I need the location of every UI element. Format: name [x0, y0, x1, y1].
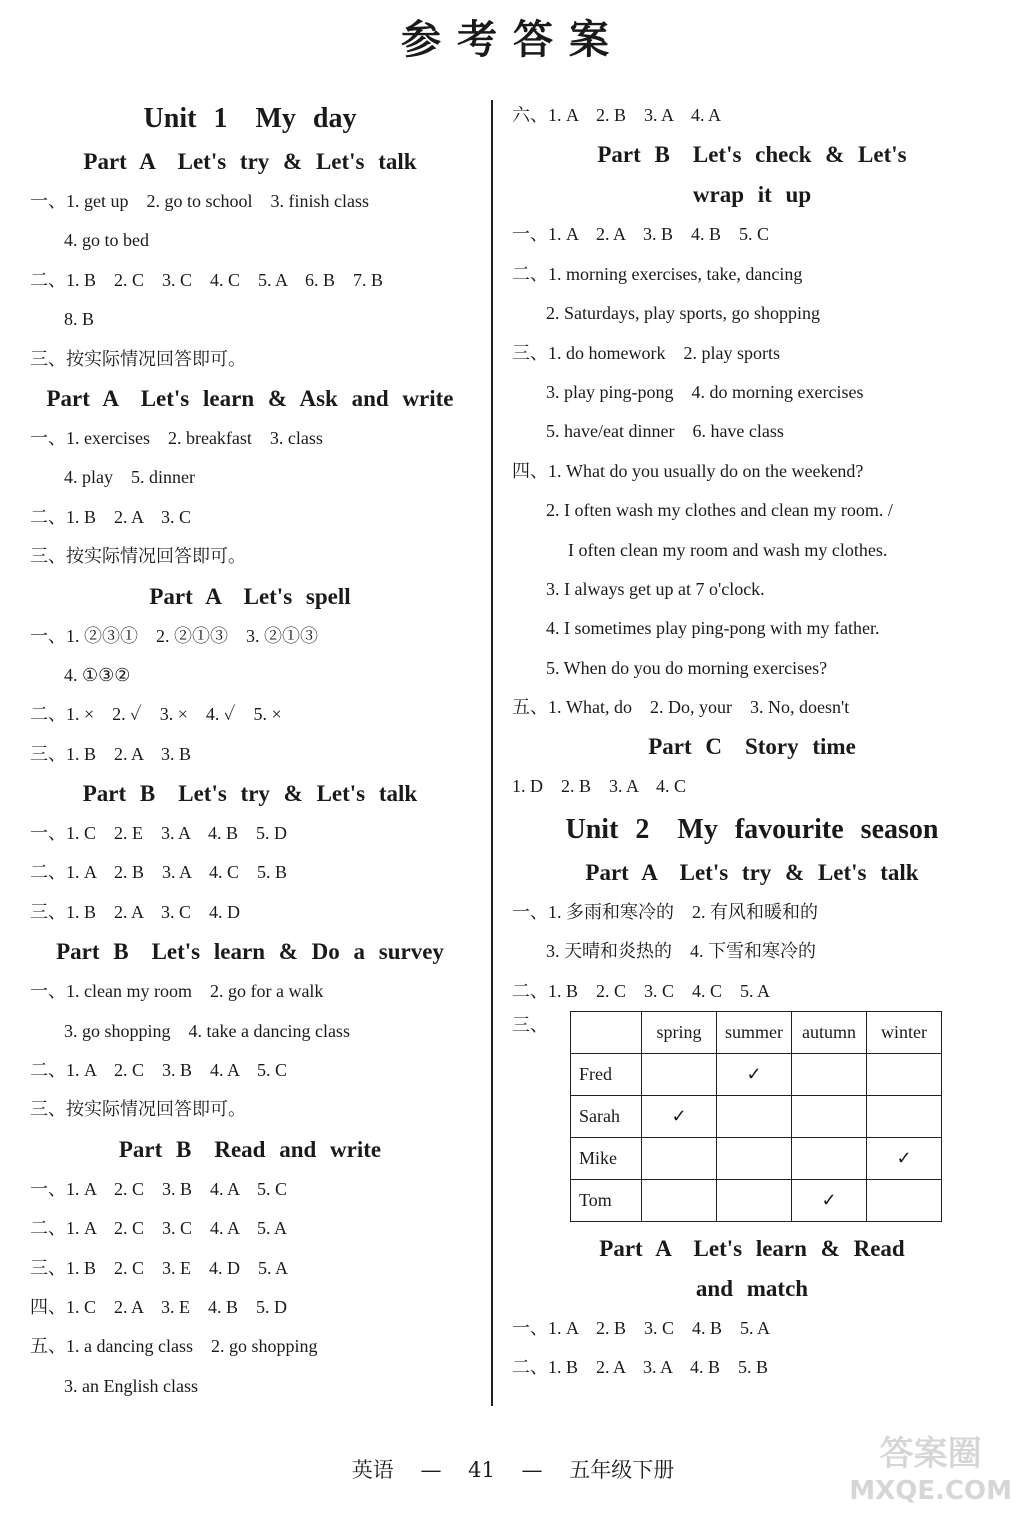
table-header-row: [571, 1012, 942, 1054]
answer-line: 二、1. B 2. A 3. A 4. B 5. B: [512, 1357, 769, 1378]
section-title: Part A Let's learn & Ask and write: [46, 385, 454, 411]
answer-line: 4. play 5. dinner: [64, 467, 195, 488]
answer-line: 三、按实际情况回答即可。: [30, 1099, 246, 1120]
unit2-title: Unit 2 My favourite season: [565, 813, 939, 845]
check-cell: ✓: [867, 1138, 942, 1180]
answer-line: 五、1. What, do 2. Do, your 3. No, doesn't: [512, 697, 850, 718]
table-label: 三、: [512, 1015, 548, 1037]
answer-line: 三、按实际情况回答即可。: [30, 348, 246, 369]
answer-line: 四、1. What do you usually do on the weekend?: [512, 460, 864, 481]
answer-line: 3. I always get up at 7 o'clock.: [546, 578, 765, 599]
footer-page-number: — 41 —: [420, 1458, 543, 1482]
answer-line: 3. play ping-pong 4. do morning exercises: [546, 381, 864, 402]
row-name: Fred: [571, 1054, 642, 1096]
header-corner: [571, 1012, 642, 1054]
answer-line: 一、1. ②③① 2. ②①③ 3. ②①③: [30, 625, 318, 646]
answer-line: 2. I often wash my clothes and clean my room. /: [546, 500, 893, 521]
table-row: [571, 1096, 942, 1138]
check-cell: ✓: [792, 1180, 867, 1222]
check-cell: [642, 1138, 717, 1180]
row-name: Tom: [571, 1180, 642, 1222]
watermark-logo: [849, 1432, 1012, 1506]
right-column: [512, 96, 992, 1388]
season-table: [570, 1011, 942, 1222]
header-cell: spring: [642, 1012, 717, 1054]
watermark-url: MXQE.COM: [849, 1476, 1012, 1506]
answer-line: 二、1. A 2. C 3. C 4. A 5. A: [30, 1218, 288, 1239]
table-row: [571, 1054, 942, 1096]
answer-line: 二、1. A 2. C 3. B 4. A 5. C: [30, 1060, 288, 1081]
answer-line: 一、1. A 2. A 3. B 4. B 5. C: [512, 224, 770, 245]
answer-line: 4. go to bed: [64, 230, 149, 251]
answer-line: 一、1. A 2. C 3. B 4. A 5. C: [30, 1178, 288, 1199]
section-title: Part A Let's learn & Read: [599, 1236, 905, 1262]
check-cell: ✓: [642, 1096, 717, 1138]
answer-line: 4. I sometimes play ping-pong with my father.: [546, 618, 880, 639]
section-title-cont: and match: [695, 1276, 809, 1302]
answer-line: 三、按实际情况回答即可。: [30, 546, 246, 567]
section-title-cont: wrap it up: [692, 182, 812, 208]
check-cell: [717, 1096, 792, 1138]
section-title: Part B Read and write: [118, 1136, 382, 1162]
answer-line: 二、1. A 2. B 3. A 4. C 5. B: [30, 862, 288, 883]
column-divider: [491, 100, 493, 1406]
unit1-title: Unit 1 My day: [143, 103, 357, 134]
header-cell: autumn: [792, 1012, 867, 1054]
answer-line: 3. go shopping 4. take a dancing class: [64, 1020, 350, 1041]
section-title: Part A Let's try & Let's talk: [585, 859, 919, 885]
answer-line: 二、1. B 2. C 3. C 4. C 5. A 6. B 7. B: [30, 269, 384, 290]
answer-line: I often clean my room and wash my clothes.: [568, 539, 888, 560]
answer-line: 一、1. A 2. B 3. C 4. B 5. A: [512, 1318, 771, 1339]
answer-line: 一、1. C 2. E 3. A 4. B 5. D: [30, 823, 288, 844]
check-cell: [867, 1180, 942, 1222]
footer-grade: 五年级下册: [569, 1458, 675, 1482]
watermark-text: 答案圈: [879, 1434, 982, 1474]
check-cell: [642, 1054, 717, 1096]
section-title: Part B Let's check & Let's: [597, 142, 907, 168]
check-cell: ✓: [717, 1054, 792, 1096]
answer-line: 六、1. A 2. B 3. A 4. A: [512, 105, 722, 125]
answer-line: 3. 天晴和炎热的 4. 下雪和寒冷的: [546, 941, 816, 962]
answer-line: 8. B: [64, 309, 95, 330]
answer-line: 三、1. B 2. A 3. C 4. D: [30, 901, 241, 922]
season-table-block: [512, 1011, 992, 1229]
answer-line: 三、1. B 2. A 3. B: [30, 743, 192, 764]
section-title: Part A Let's try & Let's talk: [83, 149, 417, 174]
row-name: Sarah: [571, 1096, 642, 1138]
answer-line: 一、1. clean my room 2. go for a walk: [30, 981, 324, 1002]
page-title: 参考答案: [401, 16, 625, 63]
answer-line: 三、1. B 2. C 3. E 4. D 5. A: [30, 1257, 289, 1278]
table-row: [571, 1138, 942, 1180]
check-cell: [717, 1180, 792, 1222]
answer-line: 一、1. get up 2. go to school 3. finish class: [30, 191, 369, 211]
answer-line: 5. have/eat dinner 6. have class: [546, 421, 784, 442]
answer-line: 二、1. B 2. C 3. C 4. C 5. A: [512, 980, 771, 1001]
answer-line: 四、1. C 2. A 3. E 4. B 5. D: [30, 1296, 288, 1317]
header-cell: summer: [717, 1012, 792, 1054]
header-cell: winter: [867, 1012, 942, 1054]
answer-line: 一、1. exercises 2. breakfast 3. class: [30, 427, 323, 448]
check-cell: [642, 1180, 717, 1222]
section-title: Part B Let's try & Let's talk: [82, 781, 418, 807]
row-name: Mike: [571, 1138, 642, 1180]
answer-line: 五、1. a dancing class 2. go shopping: [30, 1336, 318, 1357]
section-title: Part B Let's learn & Do a survey: [56, 939, 444, 965]
answer-line: 二、1. × 2. ✓ 3. × 4. ✓ 5. ×: [30, 704, 282, 725]
check-cell: [792, 1096, 867, 1138]
check-cell: [717, 1138, 792, 1180]
check-cell: [867, 1096, 942, 1138]
answer-line: 2. Saturdays, play sports, go shopping: [546, 303, 820, 324]
check-cell: [792, 1054, 867, 1096]
check-cell: [867, 1054, 942, 1096]
answer-line: 5. When do you do morning exercises?: [546, 657, 828, 678]
answer-line: 一、1. 多雨和寒冷的 2. 有风和暖和的: [512, 901, 818, 922]
table-row: [571, 1180, 942, 1222]
left-column: [30, 96, 470, 1406]
answer-line: 三、1. do homework 2. play sports: [512, 342, 780, 363]
answer-line: 4. ①③②: [64, 664, 131, 685]
answer-line: 3. an English class: [64, 1375, 198, 1396]
footer-subject: 英语: [351, 1458, 394, 1482]
answer-line: 二、1. morning exercises, take, dancing: [512, 263, 803, 284]
section-title: Part C Story time: [648, 734, 856, 760]
section-title: Part A Let's spell: [149, 583, 351, 609]
answer-line: 二、1. B 2. A 3. C: [30, 506, 192, 527]
check-cell: [792, 1138, 867, 1180]
answer-line: 1. D 2. B 3. A 4. C: [512, 776, 687, 797]
